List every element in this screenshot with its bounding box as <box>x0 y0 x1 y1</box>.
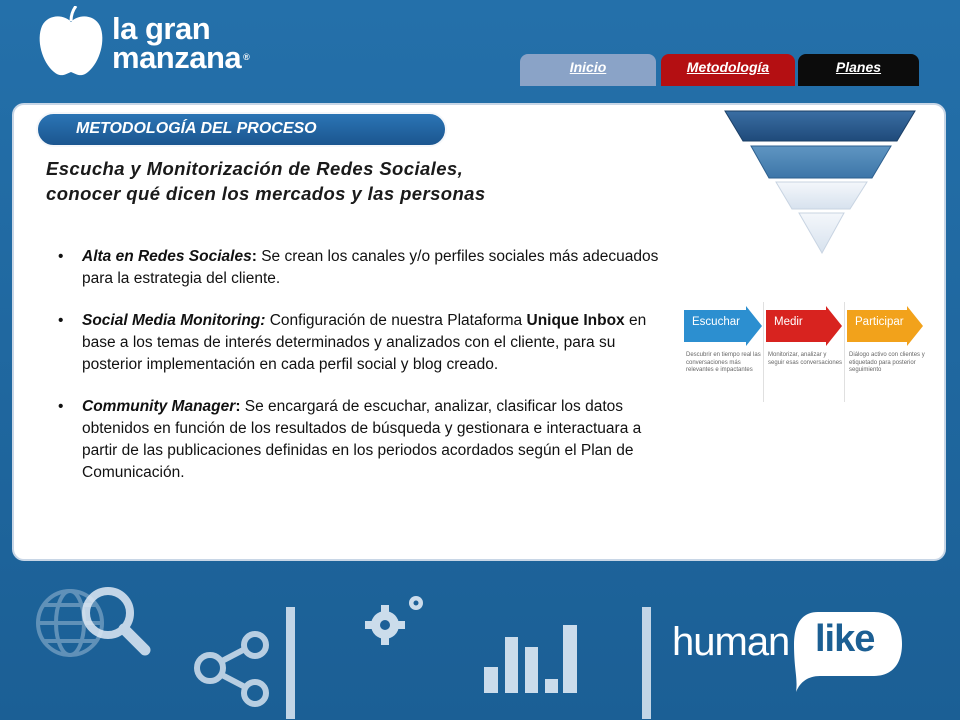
funnel-level-1 <box>725 111 915 141</box>
section-title: METODOLOGÍA DEL PROCESO <box>76 120 317 137</box>
bullet-sep: : <box>251 248 257 265</box>
bullet-sep: : <box>235 398 241 415</box>
subtitle-line-1: Escucha y Monitorización de Redes Sociales, <box>46 158 464 179</box>
process-flow <box>680 300 925 402</box>
bullet-term: Social Media Monitoring: <box>82 312 266 329</box>
bar-chart-icon <box>484 625 577 693</box>
share-icon <box>197 634 266 704</box>
flow-step-desc: Diálogo activo con clientes y etiquetado para posterior seguimiento <box>849 352 925 373</box>
tab-planes[interactable]: Planes <box>798 54 919 86</box>
bullet-term: Community Manager <box>82 398 236 415</box>
divider-bar <box>286 607 295 719</box>
bullet-list <box>58 246 668 504</box>
bullet-term: Alta en Redes Sociales <box>82 248 252 265</box>
brand-wordmark <box>112 11 250 75</box>
bullet-item <box>58 246 668 290</box>
flow-divider <box>763 302 764 402</box>
funnel-level-4 <box>799 213 844 253</box>
bullet-dot: • <box>58 248 64 265</box>
page-subtitle <box>46 156 566 206</box>
tab-inicio[interactable]: Inicio <box>520 54 656 86</box>
bullet-item <box>58 310 668 376</box>
flow-step-participar <box>847 306 923 346</box>
brand-line-2: manzana <box>112 40 242 75</box>
funnel-graphic <box>722 108 922 258</box>
flow-divider <box>844 302 845 402</box>
section-header <box>36 112 447 147</box>
funnel-level-3 <box>776 182 867 209</box>
bullet-term-2: Unique Inbox <box>526 312 625 329</box>
bullet-text: Se encargará de escuchar, analizar, clasificar los datos obtenidos en función de los resultados de búsqueda y gestionara e interactuara a partir de las publicaciones definidas en los periodos acordados según el Plan de Comunicación. <box>82 398 642 481</box>
apple-logo-icon <box>34 6 108 78</box>
flow-step-label: Participar <box>855 316 904 328</box>
bullet-text: Se crean los canales y/o perfiles sociales más adecuados para la estrategia del cliente. <box>82 248 659 287</box>
tab-metodologia[interactable]: Metodología <box>661 54 795 86</box>
bullet-dot: • <box>58 312 64 329</box>
flow-step-escuchar <box>684 306 762 346</box>
funnel-level-2 <box>751 146 891 178</box>
flow-step-desc: Descubrir en tiempo real las conversaciones más relevantes e impactantes <box>686 352 761 373</box>
bullet-dot: • <box>58 398 64 415</box>
flow-step-label: Escuchar <box>692 316 740 328</box>
brand-registered: ® <box>243 52 250 62</box>
subtitle-line-2: conocer qué dicen los mercados y las personas <box>46 183 486 204</box>
bullet-item <box>58 396 668 484</box>
flow-step-medir <box>766 306 842 346</box>
humanlike-logo-human: human <box>672 620 790 664</box>
flow-step-label: Medir <box>774 316 803 328</box>
header <box>0 0 960 90</box>
bullet-text-2: en base a los temas de interés determinados y analizados con el cliente, para su posterior implementación en cada perfil social y blog creado. <box>82 312 647 373</box>
brand-line-1: la gran <box>112 11 211 46</box>
gear-icon <box>365 596 423 645</box>
humanlike-logo-like: like <box>815 618 875 660</box>
bullet-text: Configuración de nuestra Plataforma <box>265 312 527 329</box>
divider-bar <box>642 607 651 719</box>
flow-step-desc: Monitorizar, analizar y seguir esas conversaciones <box>768 352 843 366</box>
